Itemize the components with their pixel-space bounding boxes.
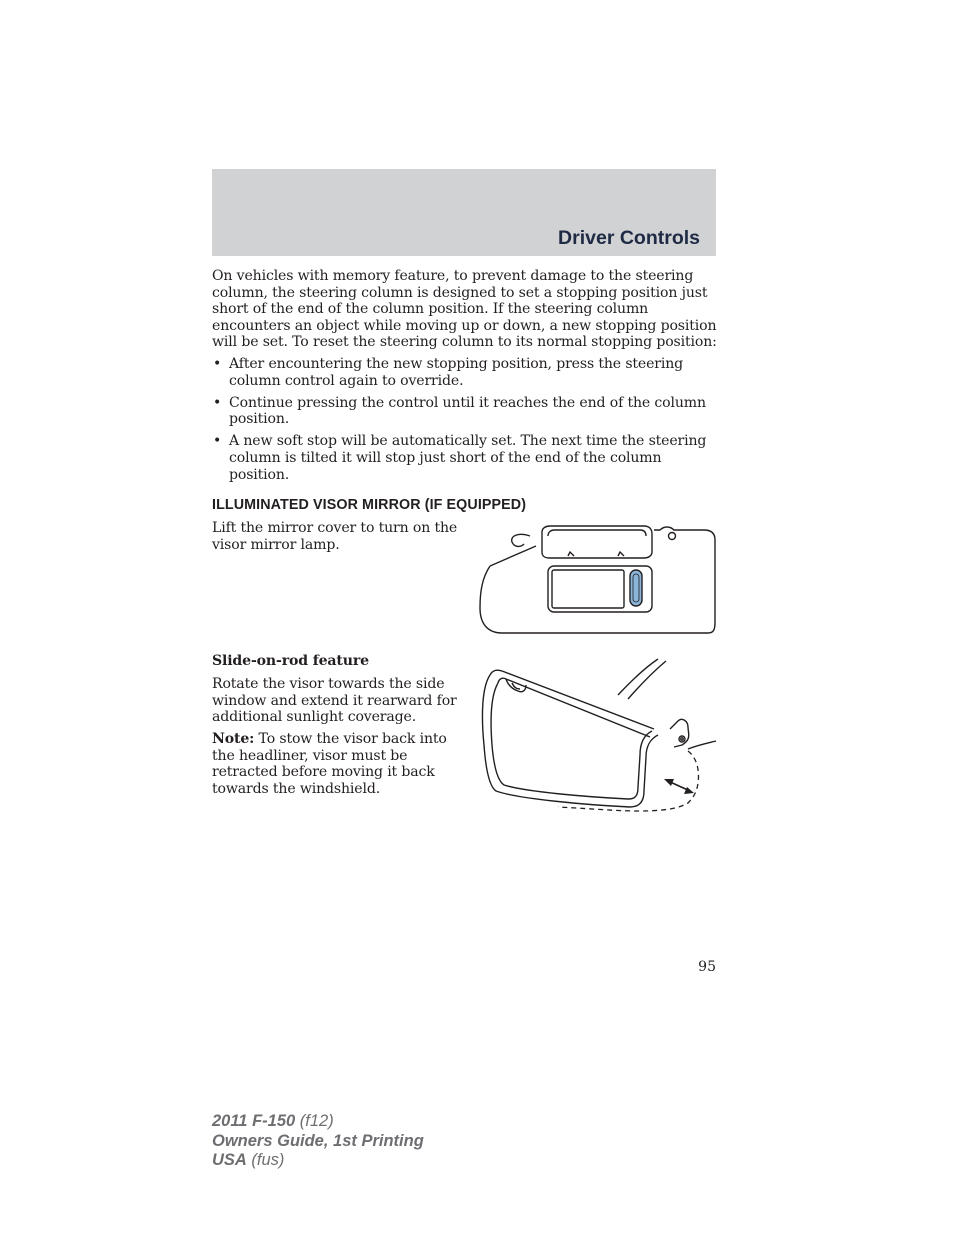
visor-mirror-heading: ILLUMINATED VISOR MIRROR (IF EQUIPPED) — [212, 497, 527, 513]
bullet-item — [212, 395, 722, 428]
footer-model: 2011 F-150 — [212, 1112, 296, 1130]
slide-on-rod-text: Rotate the visor towards the side window and extend it rearward for additional sunlight coverage. — [212, 676, 457, 726]
header-band — [212, 169, 716, 256]
section-title: Driver Controls — [558, 227, 700, 249]
bullet-icon: • — [213, 356, 222, 372]
visor-mirror-text: Lift the mirror cover to turn on the visor mirror lamp. — [212, 520, 458, 553]
footer-model-line — [212, 1112, 424, 1132]
mirror-lamp-icon — [630, 570, 642, 606]
bullet-text: After encountering the new stopping position, press the steering column control again to override. — [229, 356, 684, 389]
intro-paragraph: On vehicles with memory feature, to prevent damage to the steering column, the steering column is designed to set a stopping position just short of the end of the column position. If the steering column encounters an object while moving up or down, a new stopping position will be set. To reset the steering column to its normal stopping position: — [212, 268, 717, 351]
note-label: Note: — [212, 731, 255, 747]
footer-region-line — [212, 1151, 424, 1171]
slide-on-rod-illustration — [478, 655, 718, 815]
bullet-text: Continue pressing the control until it reaches the end of the column position. — [229, 394, 706, 428]
bullet-list — [212, 356, 722, 489]
bullet-item — [212, 356, 722, 389]
footer — [212, 1112, 424, 1171]
double-arrow-icon — [664, 779, 694, 794]
footer-model-code: (f12) — [295, 1112, 334, 1130]
bullet-text: A new soft stop will be automatically set. The next time the steering column is tilted it will stop just short of the end of the column position. — [229, 433, 707, 483]
footer-region: USA — [212, 1151, 247, 1169]
page-number: 95 — [698, 959, 716, 975]
bullet-icon: • — [213, 433, 222, 450]
slide-on-rod-heading: Slide-on-rod feature — [212, 653, 369, 669]
bullet-icon: • — [213, 394, 222, 411]
note-paragraph — [212, 731, 457, 797]
bullet-item — [212, 433, 722, 483]
footer-guide: Owners Guide, 1st Printing — [212, 1131, 424, 1150]
footer-region-code: (fus) — [246, 1151, 285, 1169]
visor-mirror-illustration — [478, 522, 718, 638]
note-text: To stow the visor back into the headliner, visor must be retracted before moving it back towards the windshield. — [212, 731, 447, 797]
